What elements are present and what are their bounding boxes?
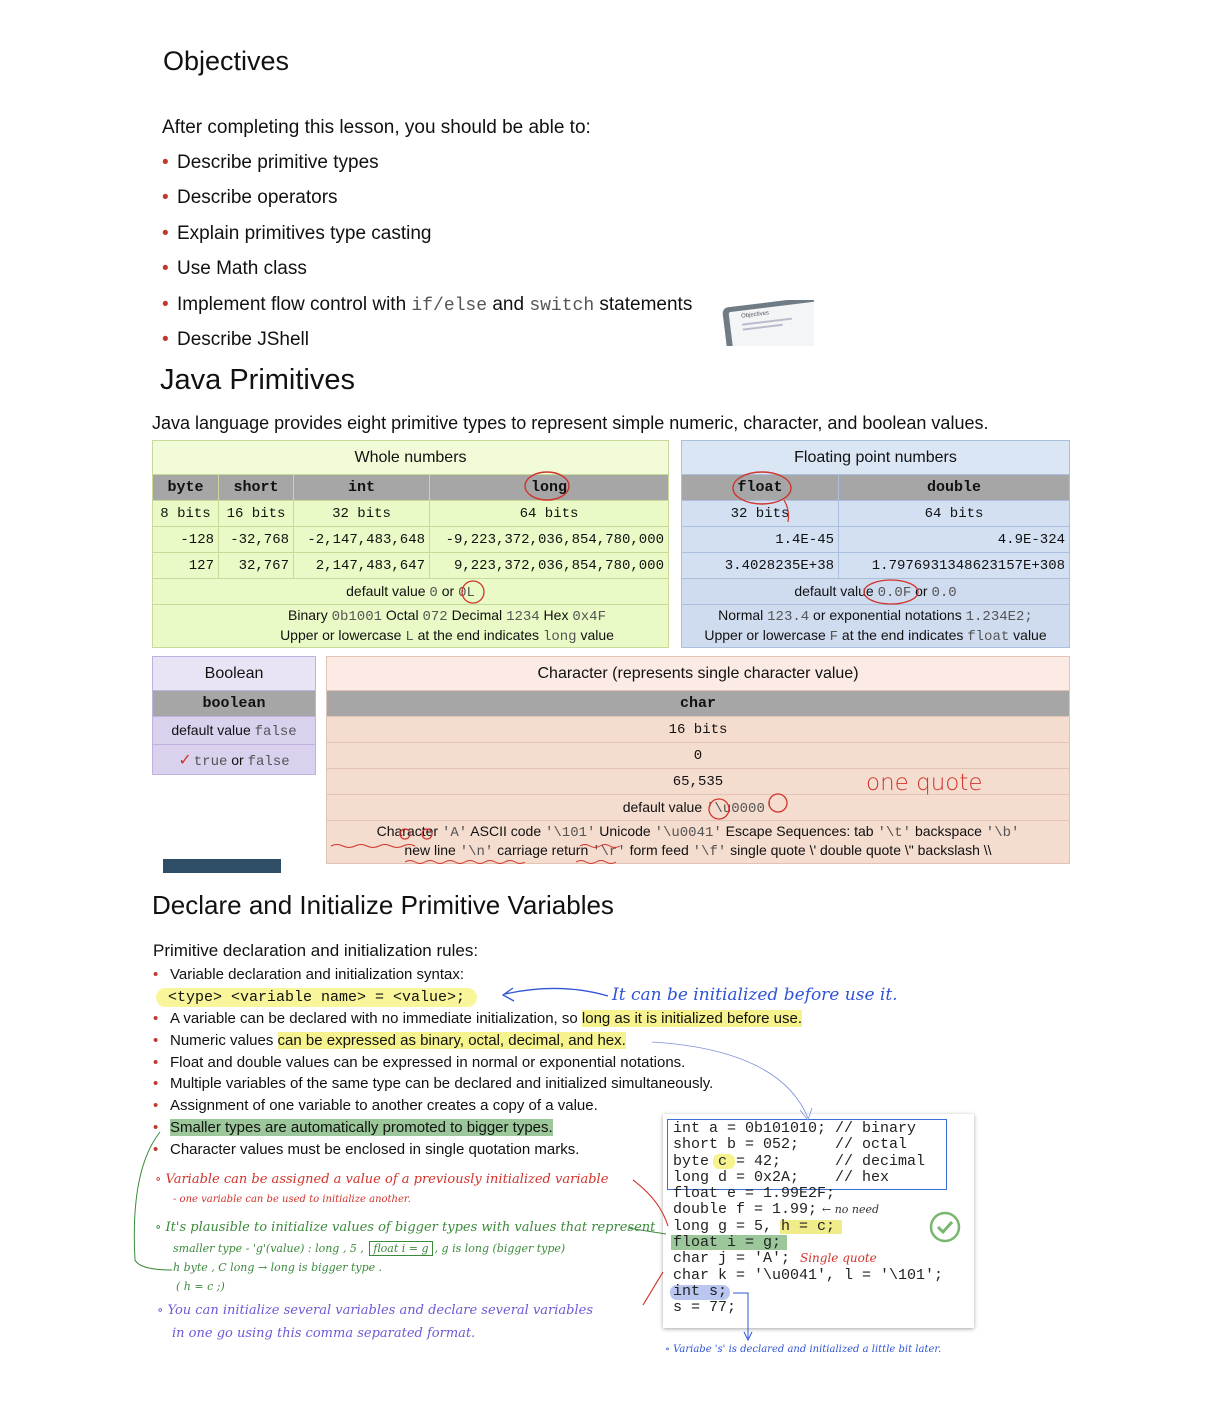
cell: 16 bits bbox=[219, 501, 294, 527]
boolean-header: Boolean bbox=[153, 657, 316, 691]
float-literals-row: Normal 123.4 or exponential notations 1.234E2; Upper or lowercase F at the end indicates float value bbox=[682, 605, 1070, 648]
arrow-prev-var bbox=[633, 1180, 668, 1226]
cell: 4.9E-324 bbox=[839, 527, 1070, 553]
objective-item: • Describe JShell bbox=[162, 329, 692, 364]
rule-item: • Assignment of one variable to another creates a copy of a value. bbox=[152, 1095, 802, 1117]
cell: 32,767 bbox=[219, 553, 294, 579]
char-default-row: default value '\u0000' bbox=[327, 795, 1070, 821]
circle-0L bbox=[462, 581, 484, 603]
cell: -128 bbox=[153, 527, 219, 553]
declare-annotation-arrows bbox=[0, 960, 1213, 1360]
arrow-init bbox=[505, 988, 608, 996]
circle-char-b bbox=[422, 829, 432, 839]
whole-default-row: default value 0 or 0L bbox=[153, 579, 669, 605]
code-line: byte c = 42; // decimal bbox=[673, 1152, 926, 1170]
arrow-init-head bbox=[503, 988, 514, 1001]
cell: 32 bits bbox=[682, 501, 839, 527]
squiggle bbox=[331, 845, 415, 848]
cell: 3.4028235E+38 bbox=[682, 553, 839, 579]
rule-item: • Variable declaration and initialization syntax: bbox=[152, 964, 802, 986]
objective-item: • Describe primitive types bbox=[162, 152, 692, 187]
circle-quote-b bbox=[769, 794, 787, 812]
char-literal-segment: backslash bbox=[913, 842, 984, 858]
rule-item: • Float and double values can be expressed in normal or exponential notations. bbox=[152, 1052, 802, 1074]
char-literal-segment: new line bbox=[404, 842, 460, 858]
cell: 9,223,372,036,854,780,000 bbox=[430, 553, 669, 579]
char-literal-segment: '\t' bbox=[877, 825, 912, 841]
char-literal-segment: backspace bbox=[911, 823, 986, 839]
note-declared-later: ∘ Variabe 's' is declared and initialized a little bit later. bbox=[665, 1344, 942, 1355]
code-line: int s; bbox=[673, 1282, 728, 1300]
code-line: long d = 0x2A; // hex bbox=[673, 1168, 890, 1186]
squiggle bbox=[576, 861, 616, 864]
type-boolean: boolean bbox=[153, 691, 316, 717]
code-line: float e = 1.99E2F; bbox=[673, 1185, 836, 1203]
rule-item: • Smaller types are automatically promoted to bigger types. bbox=[152, 1117, 802, 1139]
squiggle bbox=[405, 861, 525, 864]
cell: -32,768 bbox=[219, 527, 294, 553]
boolean-default: default value false bbox=[153, 717, 316, 745]
circle-float bbox=[733, 472, 791, 504]
cell: 32 bits bbox=[294, 501, 430, 527]
type-double: double bbox=[839, 475, 1070, 501]
rule-item: • Numeric values can be expressed as binary, octal, decimal, and hex. bbox=[152, 1030, 802, 1052]
type-long: long bbox=[430, 475, 669, 501]
cell: 8 bits bbox=[153, 501, 219, 527]
cell: -2,147,483,648 bbox=[294, 527, 430, 553]
objectives-intro: After completing this lesson, you should be able to: bbox=[162, 117, 591, 138]
char-literal-segment: form feed bbox=[625, 842, 693, 858]
char-literal-segment: single quote bbox=[726, 842, 810, 858]
declare-title: Declare and Initialize Primitive Variables bbox=[152, 890, 614, 920]
note-no-need: ← no need bbox=[822, 1203, 880, 1216]
cell: 1.7976931348623157E+308 bbox=[839, 553, 1070, 579]
float-default-row: default value 0.0F or 0.0 bbox=[682, 579, 1070, 605]
note-single-quote: Single quote bbox=[800, 1251, 877, 1265]
circle-quote-a bbox=[709, 799, 729, 819]
note-comma-format-line2: in one go using this comma separated format. bbox=[172, 1326, 476, 1341]
cell: 65,535 bbox=[327, 769, 1070, 795]
declare-intro: Primitive declaration and initialization rules: bbox=[153, 941, 479, 960]
objective-item: • Explain primitives type casting bbox=[162, 223, 692, 258]
char-literal-segment: \" bbox=[904, 842, 914, 858]
note-comma-format: ∘ You can initialize several variables and declare several variables bbox=[157, 1303, 594, 1318]
arrow-red-comma bbox=[643, 1272, 663, 1305]
note-bigger-types: ∘ It's plausible to initialize values of bigger types with values that represent bbox=[155, 1220, 656, 1235]
code-line: char j = 'A'; bbox=[673, 1250, 791, 1268]
cell: 127 bbox=[153, 553, 219, 579]
objective-item: • Use Math class bbox=[162, 258, 692, 293]
type-short: short bbox=[219, 475, 294, 501]
note-bigger-types-line4: ( h = c ;) bbox=[176, 1280, 225, 1293]
type-char: char bbox=[327, 691, 1070, 717]
arrow-bigger bbox=[628, 1228, 666, 1234]
char-literal-segment: \' bbox=[809, 842, 817, 858]
cell: 64 bits bbox=[839, 501, 1070, 527]
char-literal-segment: 'A' bbox=[441, 825, 468, 841]
note-init-before-use: It can be initialized before use it. bbox=[612, 985, 898, 1005]
bracket-green bbox=[134, 1132, 172, 1270]
rule-item: • A variable can be declared with no immediate initialization, so long as it is initialized before use. bbox=[152, 1008, 802, 1030]
arrow-highlight bbox=[652, 1042, 808, 1118]
note-bigger-types-line2: smaller type - 'g'(value) : long , 5 , float i = g , g is long (bigger type) bbox=[173, 1242, 566, 1255]
char-literal-segment: Escape Sequences: tab bbox=[721, 823, 878, 839]
char-literal-segment: '\101' bbox=[545, 825, 596, 841]
cell: 0 bbox=[327, 743, 1070, 769]
cell: 16 bits bbox=[327, 717, 1070, 743]
char-literal-segment: \\ bbox=[983, 842, 992, 858]
circle-long bbox=[525, 472, 569, 500]
note-previous-variable: ∘ Variable can be assigned a value of a previously initialized variable bbox=[155, 1172, 609, 1187]
cell: 1.4E-45 bbox=[682, 527, 839, 553]
char-literal-segment: Unicode bbox=[595, 823, 655, 839]
whole-literals-row: Binary 0b1001 Octal 072 Decimal 1234 Hex 0x4F Upper or lowercase L at the end indicates long value bbox=[153, 605, 669, 648]
floating-header: Floating point numbers bbox=[682, 441, 1070, 475]
char-literal-segment: '\f' bbox=[692, 844, 727, 860]
cell: 2,147,483,647 bbox=[294, 553, 430, 579]
primitives-title: Java Primitives bbox=[160, 364, 355, 396]
char-literal-segment: double quote bbox=[816, 842, 905, 858]
float-stroke bbox=[784, 500, 789, 522]
boolean-values: ✓ true or false bbox=[153, 745, 316, 775]
circle-char-a bbox=[400, 829, 410, 839]
char-literal-segment: ASCII code bbox=[467, 823, 545, 839]
char-literal-segment: Character bbox=[376, 823, 442, 839]
rule-item: • Character values must be enclosed in single quotation marks. bbox=[152, 1139, 802, 1161]
char-literal-segment: '\u0041' bbox=[654, 825, 722, 841]
objectives-title: Objectives bbox=[163, 46, 290, 76]
objective-item: • Implement flow control with if/else and switch statements bbox=[162, 294, 692, 329]
primitives-intro: Java language provides eight primitive types to represent simple numeric, character, and boolean values. bbox=[152, 413, 989, 433]
code-line: double f = 1.99; bbox=[673, 1201, 818, 1219]
annotation-one-quote: one quote bbox=[866, 770, 983, 796]
code-line: int a = 0b101010; // binary bbox=[673, 1120, 917, 1137]
code-line: float i = g; bbox=[673, 1234, 782, 1252]
rule-item: • Multiple variables of the same type can be declared and initialized simultaneously. bbox=[152, 1073, 802, 1095]
note-bigger-types-line3: h byte , C long → long is bigger type . bbox=[173, 1261, 383, 1274]
code-line: s = 77; bbox=[673, 1299, 737, 1317]
cell: -9,223,372,036,854,780,000 bbox=[430, 527, 669, 553]
whole-numbers-header: Whole numbers bbox=[153, 441, 669, 475]
char-literal-segment: '\b' bbox=[985, 825, 1020, 841]
code-line: short b = 052; // octal bbox=[673, 1136, 908, 1154]
character-header: Character (represents single character value) bbox=[327, 657, 1070, 691]
code-line: char k = '\u0041', l = '\101'; bbox=[673, 1266, 944, 1284]
code-line: long g = 5, h = c; bbox=[673, 1217, 836, 1235]
note-previous-variable-sub: - one variable can be used to initialize another. bbox=[173, 1194, 411, 1205]
circle-00F bbox=[864, 580, 918, 604]
cell: 64 bits bbox=[430, 501, 669, 527]
char-literal-segment: carriage return bbox=[493, 842, 593, 858]
squiggle bbox=[580, 845, 620, 848]
char-literal-segment: '\r' bbox=[592, 844, 626, 860]
arrow-s bbox=[733, 1293, 748, 1338]
type-int: int bbox=[294, 475, 430, 501]
objective-item: • Describe operators bbox=[162, 187, 692, 222]
type-byte: byte bbox=[153, 475, 219, 501]
type-float: float bbox=[682, 475, 839, 501]
char-literal-segment: '\n' bbox=[459, 844, 494, 860]
thumbnail-label: Objectives bbox=[740, 310, 770, 320]
rule-syntax: <type> <variable name> = <value>; bbox=[152, 986, 802, 1008]
